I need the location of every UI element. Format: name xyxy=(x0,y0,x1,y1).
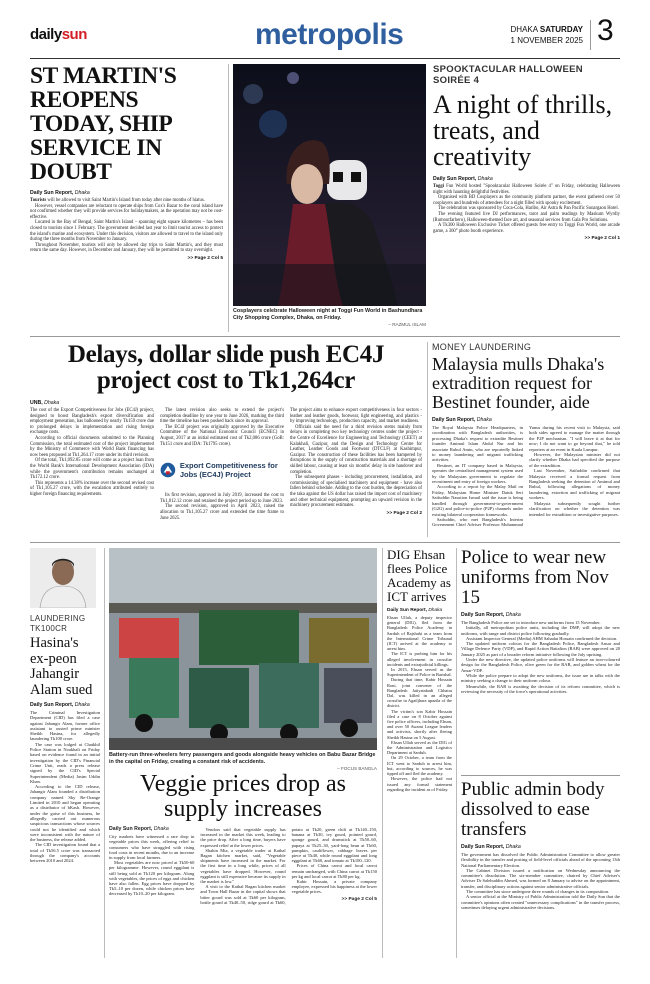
paragraph: Vendors said that vegetable supply has increased in the market this week, leading to the price drop. After a long time, buyers have expressed relief at the lower prices. xyxy=(200,827,286,848)
byline-place: Dhaka xyxy=(505,612,521,618)
byline-place: Dhaka xyxy=(153,826,169,832)
masthead-rule xyxy=(30,58,620,59)
continued-link[interactable]: >> Page 2 Col 5 xyxy=(341,896,377,902)
veggie-headline[interactable]: Veggie prices drop as supply increases xyxy=(140,771,346,822)
paragraph: Its first revision, approved in July 2019, increased the cost to Tk1,012.12 crore and retained the project period up to June 2023. xyxy=(160,493,284,504)
photo-credit: – RAZMUL ISLAM xyxy=(388,321,426,327)
masthead xyxy=(0,0,650,58)
ec4j-emblem-icon xyxy=(160,457,176,483)
paragraph: Officials said the need for a third revision stems mainly from delays in completing two key technology centres under the project - the Centre of Excellence for Engineering and Technology (CEET) at Kalakhali, Gazipur, and the Design and Technology Centre for Leather, Leather Goods and Footwear (DTCLF) at Kashimpur, Gazipur. The construction of these facilities has been hampered by disruptions in the supply of construction materials and a shortage of skilled labour, causing at least six months' delay in site handover and completion. xyxy=(290,424,422,475)
bridge-traffic-illustration xyxy=(109,548,377,750)
uniforms-headline[interactable]: Police to wear new uniforms from Nov 15 xyxy=(461,547,609,608)
byline-org: Daily Sun Report, xyxy=(30,702,74,708)
paragraph: Malaysia subsequently sought further clarification on whether the detention was intended for extradition or investigative purposes. xyxy=(529,500,620,517)
malaysia-headline[interactable]: Malaysia mulls Dhaka's extradition request for Bestinet founder, aide xyxy=(432,354,605,412)
halloween-photo xyxy=(233,64,426,306)
paragraph: According to official documents submitted to the Planning Commission, the total estimated cost of the project implemented by the Ministry of Commerce with World Bank financing has now been proposed at Tk1,264.17 crore under its third revision. xyxy=(30,435,154,458)
story-ehsan xyxy=(387,548,452,792)
halloween-caption: Cosplayers celebrate Halloween night at Toggi Fun World in Bashundhara City Shopping Complex, Dhaka, on Friday. xyxy=(233,308,423,321)
paragraph: Shahin Mia, a vegetable trader at Kathal Bagan kitchen market, said, "Vegetable shipments have increased in the market. For the first time in a long while, prices of all vegetables have dropped. However, round eggplant is still expensive because its supply in the market is low." xyxy=(200,847,286,885)
paragraph: Ehsan Ullah, a deputy inspector general (DIG), fled from the Bangladesh Police Academy in Sarduh of Rajshahi as a team from the International Crime Tribunal (ICT) arrived at the academy to arrest him. xyxy=(387,615,452,652)
paragraph: According to a report by the Malay Mail on Friday, Malaysian Home Minister Datuk Seri Saifuddin Nasution Ismail said the issue is being handled through government-to-government (G2G) and police-to-police (P2P) channels under existing bilateral cooperation frameworks. xyxy=(432,484,523,517)
paragraph xyxy=(433,184,620,195)
paragraph: Organised with BD Cosplayers as the community platform partner, the event gathered over 50 cosplayers and hundreds of attendees for a night filled with spooky excitement. xyxy=(433,195,620,206)
byline-org: Daily Sun Report, xyxy=(109,826,153,832)
paragraph: The project aims to enhance export competitiveness in four sectors - leather and leather goods, footwear, light engineering, and plastics - by improving technology, production capacity, and market readiness. xyxy=(290,408,422,425)
paragraph: The latest revision also seeks to extend the project's completion deadline by one year to June 2026, marking the third time the timeline has been pushed back since its approval. xyxy=(160,408,284,425)
lead-word: Tourists xyxy=(30,198,47,203)
ehsan-body xyxy=(387,615,452,792)
column-divider xyxy=(427,342,428,537)
uniforms-body xyxy=(461,620,620,694)
pubadmin-byline xyxy=(461,844,620,850)
byline-place: Dhaka xyxy=(74,702,90,708)
paragraph: The second revision, approved in April 2023, raised the allocation to Tk1,105.27 crore and extended the time frame to June 2025. xyxy=(160,504,284,521)
section-rule xyxy=(461,775,620,776)
story-veggie xyxy=(109,772,377,905)
halloween-byline xyxy=(433,176,620,182)
paragraph: However, the police had not issued any formal statement regarding the incident as of Friday. xyxy=(387,776,452,792)
byline-org: Daily Sun Report, xyxy=(433,176,477,182)
paragraph: Kabir Hossain, a private company employee, expressed his happiness at the lower vegetable prices. xyxy=(291,879,377,895)
story-halloween xyxy=(433,64,620,241)
veggie-byline xyxy=(109,827,194,832)
ec4j-headline[interactable]: Delays, dollar slide push EC4J project cost to Tk1,264cr xyxy=(67,341,385,394)
ec4j-right-col xyxy=(290,408,422,521)
column-divider xyxy=(382,548,383,958)
pubadmin-body xyxy=(461,852,620,910)
paragraph: A Tk300 Halloween Exclusive Ticket offered guests free entry to Toggi Fun World, one arcade game, a 360° photo booth experience. xyxy=(433,223,620,234)
paragraph: A senior official at the Ministry of Public Administration told the Daily Sun that the committee's opinions often created "unnecessary complications" in the transfer process, sometimes delaying urgent administrative decisions. xyxy=(461,894,620,910)
paragraph: Of the total, Tk1,092.05 crore will come as a project loan from the World Bank's International Development Association (IDA) while the government's contribution remains unchanged at Tk172.12 crore. xyxy=(30,458,154,481)
continued-link[interactable]: >> Page 2 Col 5 xyxy=(187,255,223,261)
story-hasina xyxy=(30,548,100,864)
hasina-kicker: LAUNDERING TK100CR xyxy=(30,614,86,633)
story-public-admin xyxy=(461,780,620,910)
portrait-illustration xyxy=(30,548,96,608)
paragraph: During that time, Kabir Hossain Roni, joint convener of the Bangladesh Jatiyatabadi Chhatra Dal, was killed in an alleged crossfire in Agailjhara upazila of the district. xyxy=(387,677,452,709)
paragraph: The committee has since undergone three rounds of changes in its composition. xyxy=(466,889,610,895)
hasina-body xyxy=(30,710,100,864)
paragraph: On 29 October, a team from the ICT went to Sarduh to arrest him, but, according to sources, he was tipped off and fled the academy. xyxy=(387,755,452,777)
paragraph: Bestinet, an IT company based in Malaysia, operates the centralised management system used by the Malaysian government to regulate the recruitment and entry of foreign workers. xyxy=(432,462,523,485)
continued-link[interactable]: >> Page 2 Col 2 xyxy=(386,510,422,516)
byline-place: Dhaka xyxy=(74,190,90,196)
halloween-headline[interactable]: A night of thrills, treats, and creativity xyxy=(433,90,613,171)
malaysia-body xyxy=(432,425,620,528)
section-rule xyxy=(30,336,620,337)
paragraph: Under the new directive, the updated police uniforms will feature an iron-coloured design for the Bangladesh Police, olive green for the RAB, and golden wheat for the Ansar-VDP. xyxy=(461,657,620,673)
halloween-kicker: SPOOKTACULAR HALLOWEEN SOIRÉE 4 xyxy=(433,64,583,86)
section-rule xyxy=(30,542,620,543)
ehsan-headline[interactable]: DIG Ehsan flees Police Academy as ICT arrives xyxy=(387,547,451,604)
paragraph: However, vessel companies are reluctant to operate ships from Cox's Bazar to the coral island have not confirmed whether they will provide services for holidaymakers, as the operation may not be cost-effective. xyxy=(30,203,223,220)
ec4j-body-col2 xyxy=(160,408,284,447)
paragraph: The updated uniform colours for the Bangladesh Police, Bangladesh Ansar and Village Defence Party (VDP), and Rapid Action Battalion (RAB) were approved on 20 January 2025 as part of a broader reform initiative following the July uprising. xyxy=(461,641,620,657)
byline-place: Dhaka xyxy=(428,608,443,613)
paragraph: While the police prepare to adopt the new uniforms, the issue are in talks with the ministry seeking a change to their uniform colour. xyxy=(461,672,620,684)
byline-org: UNB, xyxy=(30,400,43,406)
story-ec4j xyxy=(30,342,422,521)
paragraph: In 2015, Ehsan served as the Superintendent of Police in Barishal. xyxy=(387,667,452,678)
ec4j-body-col1 xyxy=(30,408,154,521)
paragraph: The case was lodged at Chatkhil Police Station in Noakhali on Friday based on evidence found in an initial investigation by the CID's Financial Crime Unit, reads a press release signed by the CID's Special Superintendent (Media) Jasim Uddin Khan. xyxy=(30,741,100,784)
continued-link[interactable]: >> Page 2 Col 1 xyxy=(584,236,620,242)
paragraph: According to the CID release, Jahangir Alam founded a distribution company named Sky Re-Orange Limited in 2010 and began operating as a distributor of bKash. However, under the guise of this business, he allegedly carried out numerous suspicious transactions whose sources could not be identified and which were inconsistent with the nature of the business, the release added. xyxy=(30,784,100,843)
story-st-martins xyxy=(30,64,223,261)
byline-place: Dhaka xyxy=(505,844,521,850)
byline-org: Daily Sun Report, xyxy=(432,417,476,423)
uniforms-byline xyxy=(461,612,620,618)
halloween-caption-block xyxy=(233,308,426,327)
byline-place: Dhaka xyxy=(477,176,493,182)
hasina-headline[interactable]: Hasina's ex-peon Jahangir Alam sued xyxy=(30,635,93,698)
paragraph: The government has dissolved the Public Administration Committee to allow greater flexibility in the transfer and posting of field-level officials ahead of the upcoming 13th National Parliamentary Election. xyxy=(461,852,620,868)
paragraph: The EC4J project was originally approved by the Executive Committee of the National Economic Council (ECNEC) in August, 2017 at an initial estimated cost of Tk2,086 crore (GoB: Tk151 crore and IDA: Tk1795 crore). xyxy=(160,424,284,447)
byline-org: Daily Sun Report, xyxy=(387,608,427,613)
paragraph: The Criminal Investigation Department (CID) has filed a case against Jahangir Alam, former office assistant to ousted prime minister Sheikh Hasina, for allegedly laundering Tk100 crore. xyxy=(30,710,100,742)
paragraph xyxy=(30,198,223,204)
traffic-photo xyxy=(109,548,377,750)
paragraph: Last November, Saifuddin confirmed that Malaysia received a formal request from Bangladesh seeking the detention of Amimul and Ruhul, following allegations of money laundering, extortion and trafficking of migrant workers. xyxy=(529,468,620,501)
paragraph: This represents a 14.38% increase over the second revised cost of Tk1,105.27 crore, with the escalation attributed entirely to higher foreign financing requirements. xyxy=(30,480,154,497)
brand-logo-daily: daily xyxy=(30,26,62,43)
column-divider xyxy=(456,548,457,958)
paragraph-text: will be allowed to visit Saint Martin's Island from today after nine months of hiatus. xyxy=(46,198,205,203)
ec4j-byline xyxy=(30,400,422,406)
paragraph: The Cabinet Division issued a notification on Wednesday announcing the committee's dissolution. The six-member committee, chaired by Chief Adviser's Adviser Dr Salehuddin Ahmed, was formed on 8 January to advise on the appointment, transfer, and disciplinary actions against senior administrative officials. xyxy=(461,867,620,889)
st-martins-body xyxy=(30,198,223,254)
paragraph: The Bangladesh Police are set to introduce new uniforms from 15 November. xyxy=(461,620,601,625)
paragraph: Ehsan Ullah served as the DIG of the Administration and Logistics Department at Sarduh. xyxy=(387,739,452,756)
paragraph: Meanwhile, the RAB is awaiting the decision of its reform committee, which is reviewing the necessity of the force's operational activities. xyxy=(461,683,620,694)
paragraph: The CID investigation found that a total of Tk56.5 crore was transacted through the company's accounts between 2010 and 2024. xyxy=(30,842,100,864)
byline-place: Dhaka xyxy=(44,400,60,406)
page-number: 3 xyxy=(597,14,614,47)
brand-logo[interactable] xyxy=(30,26,87,43)
paragraph: Located in the Bay of Bengal, Saint Martin's Island – spanning eight square kilometres – has been closed to tourists since 1 February. The government decided last year to limit tourist access to protect the island's marine and ecosystem. Under this decision, visitors are allowed to travel to the island only during the three months from November to January. xyxy=(30,220,223,243)
edition-day: SATURDAY xyxy=(539,25,583,34)
column-divider xyxy=(228,64,229,332)
ec4j-logo xyxy=(160,451,284,489)
st-martins-headline[interactable]: ST MARTIN'S REOPENS TODAY, SHIP SERVICE IN DOUBT xyxy=(30,63,177,185)
byline-place: Dhaka xyxy=(476,417,492,423)
pubadmin-headline[interactable]: Public admin body dissolved to ease transfers xyxy=(461,779,605,840)
cosplay-photo-illustration xyxy=(233,64,426,306)
byline-org: Daily Sun Report, xyxy=(461,844,505,850)
ec4j-logo-text: Export Competitiveness for Jobs (EC4J) Project xyxy=(179,461,278,480)
paragraph: A visit to the Kathal Bagan kitchen market and Town Hall Bazar in the capital shows that bitter gourd was sold at Tk60 per kilogram, bottle gourd at Tk40–50, ridge gourd at Tk60, potato at Tk20, green chili at Tk140–150, banana at Tk30, ivy gourd, pointed gourd, sponge gourd, and drumstick at Tk50–60, papaya at Tk25–30, yard-long bean at Tk60, pumpkin, cauliflower, cabbage leaves per piece at Tk40, while round eggplant and long eggplant at Tk60, and tomato at Tk100–120. xyxy=(200,827,377,905)
paragraph: City markets have witnessed a rare drop in vegetable prices this week, offering relief to consumers who have struggled with rising food costs in recent months, due to an increase in supply from local farmers. xyxy=(109,834,195,861)
ec4j-middle-col xyxy=(160,408,284,521)
st-martins-byline xyxy=(30,190,223,196)
edition-date xyxy=(488,24,583,46)
masthead-divider xyxy=(590,20,591,50)
paragraph: The ICT is probing him for his alleged involvement in crossfire incidents and extrajudicial killings. xyxy=(387,651,452,667)
story-malaysia xyxy=(432,342,620,528)
traffic-caption: Battery-run three-wheelers ferry passengers and goods alongside heavy vehicles on Babu Bazar Bridge in the capital on Friday, creating a constant risk of accidents. xyxy=(109,752,376,765)
paragraph: The subsequent phases - including procurement, installation, and commissioning of specialised machinery and equipment - have also fallen behind schedule. Adding to the cost burden, the depreciation of the taka against the US dollar has raised the import cost of machinery and other technical equipment, prompting an upward revision in the machinery procurement estimates. xyxy=(290,475,422,509)
story-uniforms xyxy=(461,548,620,694)
ehsan-byline xyxy=(387,608,452,613)
byline-org: Daily Sun Report, xyxy=(461,612,505,618)
section-title: metropolis xyxy=(255,18,404,51)
malaysia-byline xyxy=(432,417,620,423)
malaysia-kicker: MONEY LAUNDERING xyxy=(432,342,532,352)
paragraph: Prices of China carrot and local carrot remain unchanged, with China carrot at Tk150 per kg and local carrot at Tk80 per kg. xyxy=(291,863,377,879)
paragraph-text: Fun World hosted "Spooktacular Halloween Soirée 4" on Friday, celebrating Halloween night with haunting delightful festivities. xyxy=(433,184,620,195)
paragraph: Initially, all metropolitan police units, including the DMP, will adopt the new uniforms, with range and district police following gradually. xyxy=(461,625,620,636)
ec4j-body-col2b xyxy=(160,493,284,521)
byline-org: Daily Sun Report, xyxy=(30,190,74,196)
edition-full-date: 1 NOVEMBER 2025 xyxy=(510,36,583,45)
paragraph: Assistant Inspector General (Media) AHM Sahadat Hossain confirmed the decision. xyxy=(466,635,618,641)
column-divider xyxy=(104,548,105,958)
edition-city: DHAKA xyxy=(510,25,538,34)
jahangir-portrait xyxy=(30,548,96,608)
hasina-byline xyxy=(30,702,100,708)
paragraph: Saifuddin, who met Bangladesh's Interim Government Chief Adviser Professor Muhammad Yunus during his recent visit to Malaysia, said both sides agreed to manage the matter through the P2P mechanism. "I will leave it at that for now; I do not want to go beyond that," he told reporters at an event in Kuala Lumpur. xyxy=(432,425,620,528)
paragraph: Throughout November, tourists will only be allowed day trips to Saint Martin's, and they must return the same day. However, in December and January, they will be permitted to stay overnight. xyxy=(30,242,223,254)
veggie-body xyxy=(109,827,377,905)
paragraph: However, the Malaysian minister did not clarify whether Dhaka had specified the purpose of the extradition. xyxy=(529,452,620,468)
lead-word: Toggi xyxy=(433,184,445,189)
paragraph: Most vegetables are now priced at Tk50-60 per kilogramme. However, round eggplant is still being sold at Tk120 per kilogram. Along with vegetables, the prices of eggs and chicken have also fallen. Egg prices have dropped by Tk5–10 per dozen, while chicken prices have decreased by Tk10–20 per kilogram. xyxy=(109,860,195,897)
photo-credit: – FOCUS BANGLA xyxy=(337,765,377,771)
halloween-body xyxy=(433,184,620,234)
paragraph: The celebration was sponsored by Coca-Cola, Haribo, Air Astra & Pan Pacific Sonargaon Hotel. xyxy=(438,206,619,212)
brand-logo-sun: sun xyxy=(61,26,87,43)
ec4j-body-col3 xyxy=(290,408,422,509)
paragraph: The evening featured live DJ performances, tarot and palm readings by Maskum Wyrdly (Rumoutfarhero), Halloween-themed face art, and seasonal services from Gala Pro Solutions. xyxy=(433,211,620,223)
traffic-caption-block xyxy=(109,752,377,771)
paragraph: The cost of the Export Competitiveness for Jobs (EC4J) project, designed to boost Bangladesh's export diversification and employment generation, has ballooned by nearly Tk159 crore due to prolonged delays in implementation and rising foreign exchange costs. xyxy=(30,408,154,436)
paragraph: The Royal Malaysia Police Headquarters, in coordination with Bangladesh authorities, is processing Dhaka's request to extradite Bestinet founder Amimul Islam Abdul Nur and his associate Ruhul Amin, who are reportedly linked to money laundering and migrant trafficking activities. xyxy=(432,425,523,463)
paragraph: The victim's son Kabir Hossain filed a case on 8 October against five police officers, including Ehsan, and over 50 Awami League leaders and activists, shortly after fleeing Sheikh Hasina on 5 August. xyxy=(387,708,452,740)
